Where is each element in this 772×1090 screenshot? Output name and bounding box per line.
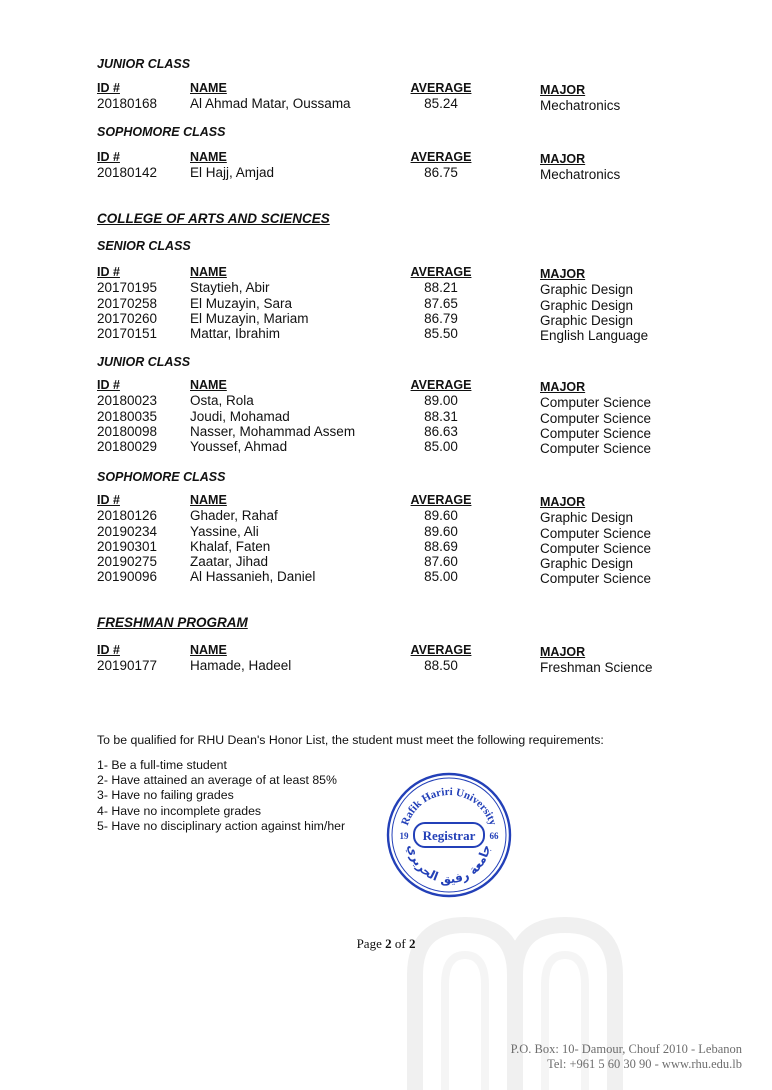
id-header: ID # xyxy=(97,81,120,95)
table-row xyxy=(97,326,717,344)
student-id: 20190301 xyxy=(97,538,158,554)
name-header: NAME xyxy=(190,150,227,164)
student-id: 20190275 xyxy=(97,554,158,570)
student-name: Hamade, Hadeel xyxy=(190,658,292,674)
requirement-item: 5- Have no disciplinary action against him/her xyxy=(97,818,346,833)
page-number xyxy=(0,936,772,952)
student-average: 88.50 xyxy=(424,658,458,674)
table-row xyxy=(97,658,717,676)
id-header: ID # xyxy=(97,378,120,392)
student-major: Computer Science xyxy=(540,540,652,556)
student-name: Zaatar, Jihad xyxy=(190,554,269,570)
student-average: 88.21 xyxy=(424,280,458,296)
student-average: 85.00 xyxy=(424,569,458,585)
student-name: Al Hassanieh, Daniel xyxy=(190,569,316,585)
arts-senior-table xyxy=(97,265,717,344)
student-average: 85.00 xyxy=(424,439,458,455)
table-row xyxy=(97,96,717,114)
average-header: AVERAGE xyxy=(410,493,472,507)
freshman-table xyxy=(97,643,717,674)
page-of: of xyxy=(391,936,409,951)
student-average: 86.63 xyxy=(424,423,458,439)
stamp-top-text: Rafik Hariri University xyxy=(399,785,499,828)
student-major: English Language xyxy=(540,328,649,344)
name-header: NAME xyxy=(190,493,227,507)
average-header: AVERAGE xyxy=(410,265,472,279)
student-average: 86.75 xyxy=(424,165,458,181)
table-row xyxy=(97,439,717,457)
senior-class-title: SENIOR CLASS xyxy=(97,239,191,253)
name-header: NAME xyxy=(190,81,227,95)
student-name: Osta, Rola xyxy=(190,393,254,409)
student-average: 85.24 xyxy=(424,96,458,112)
table-header xyxy=(97,643,717,658)
sophomore-class-title: SOPHOMORE CLASS xyxy=(97,125,226,139)
student-major: Computer Science xyxy=(540,395,652,411)
student-average: 89.60 xyxy=(424,508,458,524)
student-major: Graphic Design xyxy=(540,556,634,572)
student-name: El Muzayin, Mariam xyxy=(190,310,309,326)
student-average: 88.31 xyxy=(424,408,458,424)
student-id: 20190177 xyxy=(97,658,158,674)
footer-contact: Tel: +961 5 60 30 90 - www.rhu.edu.lb xyxy=(547,1056,742,1071)
student-name: Yassine, Ali xyxy=(190,523,259,539)
student-name: Ghader, Rahaf xyxy=(190,508,278,524)
student-id: 20180098 xyxy=(97,423,158,439)
table-row xyxy=(97,296,717,311)
stamp-center-text: Registrar xyxy=(422,828,476,843)
id-header: ID # xyxy=(97,150,120,164)
student-major: Freshman Science xyxy=(540,660,653,676)
student-name: Youssef, Ahmad xyxy=(190,439,288,455)
student-average: 87.60 xyxy=(424,554,458,570)
footer xyxy=(511,1042,742,1071)
student-major: Computer Science xyxy=(540,425,652,441)
id-header: ID # xyxy=(97,265,120,279)
table-row xyxy=(97,165,717,183)
student-average: 85.50 xyxy=(424,326,458,342)
student-id: 20180029 xyxy=(97,439,158,455)
student-name: Al Ahmad Matar, Oussama xyxy=(190,96,351,112)
student-id: 20170151 xyxy=(97,326,158,342)
student-major: Computer Science xyxy=(540,441,652,457)
student-major: Mechatronics xyxy=(540,98,621,114)
student-id: 20180023 xyxy=(97,393,158,409)
average-header: AVERAGE xyxy=(410,378,472,392)
major-header: MAJOR xyxy=(540,152,586,166)
student-id: 20180035 xyxy=(97,408,158,424)
student-name: Khalaf, Faten xyxy=(190,538,271,554)
student-major: Graphic Design xyxy=(540,312,634,328)
student-id: 20170260 xyxy=(97,310,158,326)
student-name: Staytieh, Abir xyxy=(190,280,270,296)
stamp-year-right: 66 xyxy=(489,831,499,841)
id-header: ID # xyxy=(97,643,120,657)
table-row xyxy=(97,280,717,298)
average-header: AVERAGE xyxy=(410,81,472,95)
freshman-program-title: FRESHMAN PROGRAM xyxy=(97,615,248,630)
student-major: Computer Science xyxy=(540,525,652,541)
major-header: MAJOR xyxy=(540,267,586,281)
student-major: Mechatronics xyxy=(540,167,621,183)
table-row xyxy=(97,311,717,326)
junior-class-title: JUNIOR CLASS xyxy=(97,57,191,71)
student-major: Graphic Design xyxy=(540,510,634,526)
table-header xyxy=(97,81,717,96)
student-name: El Muzayin, Sara xyxy=(190,295,293,311)
arts-sophomore-table xyxy=(97,493,717,585)
requirements-intro: To be qualified for RHU Dean's Honor List, the student must meet the following requirements: xyxy=(97,733,604,747)
student-name: Mattar, Ibrahim xyxy=(190,326,281,342)
student-id: 20180142 xyxy=(97,165,158,181)
student-name: Joudi, Mohamad xyxy=(190,408,290,424)
page-current: 2 xyxy=(385,936,392,951)
engineering-sophomore-table xyxy=(97,150,717,181)
student-major: Computer Science xyxy=(540,410,652,426)
junior-class-title: JUNIOR CLASS xyxy=(97,355,191,369)
student-id: 20190234 xyxy=(97,523,158,539)
student-id: 20170258 xyxy=(97,295,158,311)
student-name: El Hajj, Amjad xyxy=(190,165,275,181)
student-id: 20170195 xyxy=(97,280,158,296)
student-id: 20180168 xyxy=(97,96,158,112)
page-prefix: Page xyxy=(356,936,386,951)
student-name: Nasser, Mohammad Assem xyxy=(190,423,356,439)
average-header: AVERAGE xyxy=(410,150,472,164)
id-header: ID # xyxy=(97,493,120,507)
college-arts-sciences-title: COLLEGE OF ARTS AND SCIENCES xyxy=(97,211,330,226)
student-id: 20190096 xyxy=(97,569,158,585)
table-row xyxy=(97,393,717,411)
stamp-bottom-text: جامعة رفيق الحريري xyxy=(404,843,494,887)
requirements-list xyxy=(97,758,345,834)
table-row xyxy=(97,508,717,526)
student-average: 86.79 xyxy=(424,310,458,326)
requirement-item: 2- Have attained an average of at least 85% xyxy=(97,773,337,788)
student-average: 87.65 xyxy=(424,295,458,311)
sophomore-class-title: SOPHOMORE CLASS xyxy=(97,470,226,484)
table-header xyxy=(97,378,717,393)
table-row xyxy=(97,554,717,572)
table-row xyxy=(97,569,717,587)
student-major: Graphic Design xyxy=(540,282,634,298)
student-average: 88.69 xyxy=(424,538,458,554)
stamp-year-left: 19 xyxy=(399,831,409,841)
major-header: MAJOR xyxy=(540,83,586,97)
requirement-item: 4- Have no incomplete grades xyxy=(97,803,262,818)
table-header xyxy=(97,150,717,165)
name-header: NAME xyxy=(190,378,227,392)
table-row xyxy=(97,409,717,424)
engineering-junior-table xyxy=(97,81,717,112)
requirement-item: 3- Have no failing grades xyxy=(97,788,234,803)
requirement-item: 1- Be a full-time student xyxy=(97,758,227,772)
major-header: MAJOR xyxy=(540,380,586,394)
major-header: MAJOR xyxy=(540,645,586,659)
arts-junior-table xyxy=(97,378,717,457)
page-total: 2 xyxy=(408,936,416,951)
registrar-stamp xyxy=(384,770,514,900)
table-header xyxy=(97,493,717,508)
student-average: 89.00 xyxy=(424,393,458,409)
student-average: 89.60 xyxy=(424,523,458,539)
table-row xyxy=(97,524,717,539)
average-header: AVERAGE xyxy=(410,643,472,657)
table-header xyxy=(97,265,717,280)
table-row xyxy=(97,424,717,439)
student-id: 20180126 xyxy=(97,508,158,524)
name-header: NAME xyxy=(190,265,227,279)
student-major: Computer Science xyxy=(540,571,652,587)
student-major: Graphic Design xyxy=(540,297,634,313)
name-header: NAME xyxy=(190,643,227,657)
table-row xyxy=(97,539,717,554)
major-header: MAJOR xyxy=(540,495,586,509)
footer-address: P.O. Box: 10- Damour, Chouf 2010 - Lebanon xyxy=(510,1042,742,1056)
